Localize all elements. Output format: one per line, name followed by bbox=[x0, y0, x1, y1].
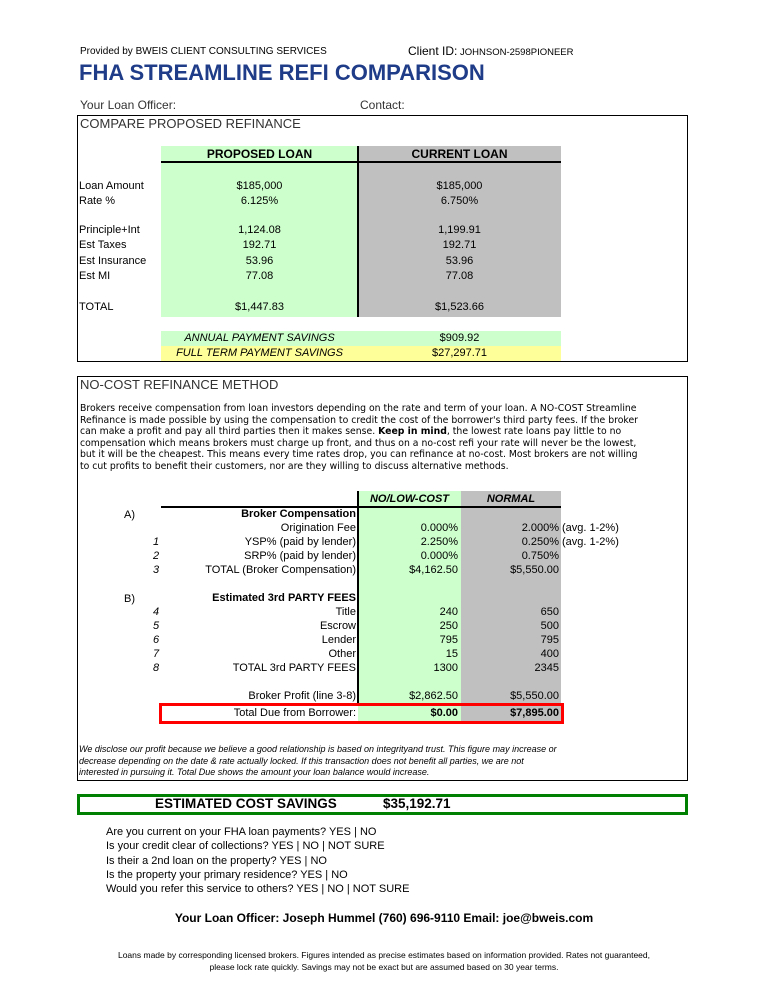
row-label: Est Insurance bbox=[79, 255, 147, 267]
para-line: Refinance is made possible by using the compensation to credit the cost of the borrower's third party fees. If the broker bbox=[80, 414, 638, 426]
total-due-normal: $7,895.00 bbox=[510, 707, 559, 719]
question-item: Would you refer this service to others? YES | NO | NOT SURE bbox=[106, 883, 410, 896]
row-label: Est Taxes bbox=[79, 239, 127, 251]
broker-comp-title: Broker Compensation bbox=[241, 508, 356, 520]
disclaimer-line: We disclose our profit because we believe a good relationship is based on integrityand trust. This figure may increase or bbox=[79, 744, 557, 754]
para-line: Brokers receive compensation from loan investors depending on the rate and term of your loan. A NO-COST Streamline bbox=[80, 403, 637, 414]
fee-normal: 400 bbox=[540, 648, 559, 660]
question-item: Is the property your primary residence? YES | NO bbox=[106, 868, 348, 881]
fee-normal: 650 bbox=[540, 606, 559, 618]
fee-nolow: 250 bbox=[439, 620, 458, 632]
total-due-nolow: $0.00 bbox=[430, 707, 458, 719]
col-proposed-header: PROPOSED LOAN bbox=[206, 147, 313, 161]
fee-label: Other bbox=[328, 648, 356, 660]
line-number: 7 bbox=[153, 648, 160, 660]
proposed-value: $185,000 bbox=[236, 180, 283, 192]
full-term-savings-label: FULL TERM PAYMENT SAVINGS bbox=[176, 347, 343, 359]
fees-title: Estimated 3rd PARTY FEES bbox=[212, 592, 356, 604]
para-line: to cut profits to benefit their customers, nor are they willing to discuss alternative methods. bbox=[80, 460, 509, 472]
col-nolow-header: NO/LOW-COST bbox=[369, 493, 450, 505]
row-label: TOTAL bbox=[79, 301, 114, 313]
para-text: can make a profit and pay all third parties then it makes sense. bbox=[80, 426, 376, 438]
question-item: Is your credit clear of collections? YES | NO | NOT SURE bbox=[106, 840, 385, 853]
fee-label: Title bbox=[335, 606, 356, 618]
ysp-label: YSP% (paid by lender) bbox=[244, 536, 356, 548]
row-label: Est MI bbox=[79, 270, 111, 282]
origination-normal: 2.000% bbox=[521, 522, 559, 534]
keep-in-mind: Keep in mind bbox=[378, 426, 447, 438]
proposed-value: 77.08 bbox=[245, 270, 274, 282]
contact-label: Contact: bbox=[360, 98, 405, 112]
proposed-value: 6.125% bbox=[240, 195, 279, 207]
client-id-label: Client ID: bbox=[408, 44, 458, 58]
disclaimer-line: decrease depending on the date & rate actually locked. If this transaction does not benefit all parties, we are not bbox=[79, 755, 524, 766]
nocost-section-title: NO-COST REFINANCE METHOD bbox=[80, 377, 279, 392]
fee-label: Escrow bbox=[319, 620, 356, 632]
current-value: 53.96 bbox=[445, 255, 474, 267]
ysp-nolow: 2.250% bbox=[420, 536, 458, 548]
para-line: compensation which means brokers must charge up front, and thus on a no-cost refi your rate will never be the lowest, bbox=[80, 437, 637, 449]
provided-by: Provided by BWEIS CLIENT CONSULTING SERVICES bbox=[80, 46, 327, 57]
proposed-value: 1,124.08 bbox=[238, 224, 281, 236]
nocost-paragraph bbox=[80, 403, 638, 473]
para-line bbox=[80, 426, 638, 438]
compare-section-title: COMPARE PROPOSED REFINANCE bbox=[80, 116, 301, 131]
current-value: 192.71 bbox=[442, 239, 477, 251]
footer-line: Loans made by corresponding licensed brokers. Figures intended as precise estimates based on information provided. Rates not guaranteed, bbox=[117, 950, 651, 960]
question-item: Are you current on your FHA loan payments? YES | NO bbox=[106, 826, 377, 838]
ysp-normal: 0.250% bbox=[521, 536, 559, 548]
loan-officer-contact: Your Loan Officer: Joseph Hummel (760) 696-9110 Email: joe@bweis.com bbox=[174, 911, 594, 925]
broker-total-label: TOTAL (Broker Compensation) bbox=[205, 564, 356, 576]
row-label: Loan Amount bbox=[79, 180, 144, 192]
origination-nolow: 0.000% bbox=[420, 522, 458, 534]
line-number: 4 bbox=[153, 606, 160, 618]
proposed-value: 192.71 bbox=[242, 239, 277, 251]
loan-officer-label: Your Loan Officer: bbox=[80, 98, 177, 112]
fee-label: Lender bbox=[321, 634, 356, 646]
page-title: FHA STREAMLINE REFI COMPARISON bbox=[79, 60, 485, 85]
col-normal-header: NORMAL bbox=[486, 493, 536, 505]
fee-nolow: 795 bbox=[439, 634, 458, 646]
current-value: 1,199.91 bbox=[438, 224, 481, 236]
proposed-value: 53.96 bbox=[245, 255, 274, 267]
disclaimer-line: interested in pursuing it. Total Due shows the amount your loan balance would increase. bbox=[79, 767, 430, 777]
disclaimer bbox=[79, 744, 557, 779]
total-due-label: Total Due from Borrower: bbox=[233, 707, 356, 719]
line-number: 1 bbox=[153, 536, 160, 548]
fee-normal: 2345 bbox=[534, 662, 559, 674]
current-value: $185,000 bbox=[436, 180, 483, 192]
broker-profit-label: Broker Profit (line 3-8) bbox=[248, 690, 356, 702]
para-text: , the lowest rate loans pay little to no bbox=[446, 426, 622, 438]
fee-nolow: 240 bbox=[439, 606, 458, 618]
fee-nolow: 15 bbox=[445, 648, 458, 660]
fee-nolow: 1300 bbox=[433, 662, 458, 674]
ysp-note: (avg. 1-2%) bbox=[562, 536, 619, 548]
col-current-header: CURRENT LOAN bbox=[411, 147, 508, 161]
question-item: Is their a 2nd loan on the property? YES | NO bbox=[106, 854, 327, 867]
row-label: Principle+Int bbox=[79, 224, 140, 236]
srp-nolow: 0.000% bbox=[420, 550, 458, 562]
full-term-savings-value: $27,297.71 bbox=[431, 347, 488, 359]
proposed-value: $1,447.83 bbox=[235, 301, 284, 313]
srp-normal: 0.750% bbox=[521, 550, 559, 562]
broker-profit-normal: $5,550.00 bbox=[510, 690, 559, 702]
current-value: 77.08 bbox=[445, 270, 474, 282]
client-id: JOHNSON-2598PIONEER bbox=[460, 47, 574, 58]
broker-total-nolow: $4,162.50 bbox=[409, 564, 458, 576]
fee-normal: 795 bbox=[540, 634, 559, 646]
annual-savings-label: ANNUAL PAYMENT SAVINGS bbox=[184, 332, 335, 344]
section-b-label: B) bbox=[124, 593, 135, 605]
fee-label: TOTAL 3rd PARTY FEES bbox=[232, 662, 356, 674]
annual-savings-value: $909.92 bbox=[439, 332, 480, 344]
fee-normal: 500 bbox=[540, 620, 559, 632]
estimated-savings-label: ESTIMATED COST SAVINGS bbox=[155, 796, 337, 811]
question-list bbox=[106, 825, 409, 896]
line-number: 8 bbox=[153, 662, 160, 674]
origination-label: Origination Fee bbox=[280, 522, 356, 534]
srp-label: SRP% (paid by lender) bbox=[244, 550, 356, 562]
line-number: 2 bbox=[153, 550, 160, 562]
origination-note: (avg. 1-2%) bbox=[562, 522, 619, 534]
section-a-label: A) bbox=[124, 509, 135, 521]
header-underline bbox=[161, 161, 561, 163]
para-line: but it will be the cheapest. This means every time rates drop, you can refinance at no-cost. Most brokers are not willing bbox=[80, 449, 638, 461]
broker-profit-nolow: $2,862.50 bbox=[409, 690, 458, 702]
footer-line: please lock rate quickly. Savings may not be exact but are assumed based on 30 year terms. bbox=[209, 962, 559, 972]
row-label: Rate % bbox=[79, 195, 116, 207]
broker-total-normal: $5,550.00 bbox=[510, 564, 559, 576]
estimated-savings-value: $35,192.71 bbox=[383, 796, 451, 811]
current-value: $1,523.66 bbox=[435, 301, 484, 313]
line-number: 3 bbox=[153, 564, 160, 576]
current-value: 6.750% bbox=[440, 195, 479, 207]
line-number: 6 bbox=[153, 634, 160, 646]
line-number: 5 bbox=[153, 620, 160, 632]
